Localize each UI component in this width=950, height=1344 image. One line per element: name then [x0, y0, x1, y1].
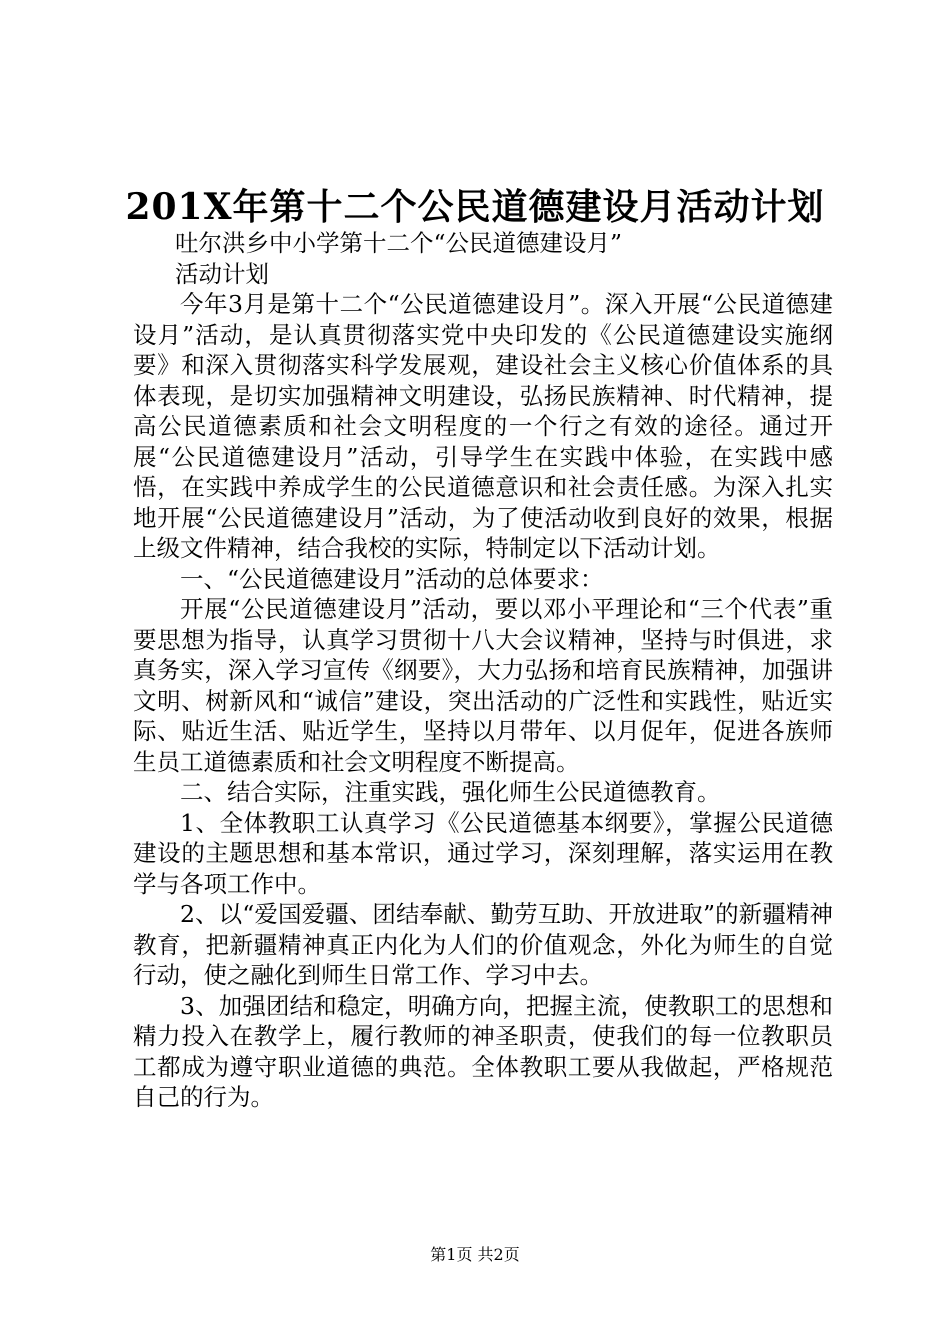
heading-section-1: 一、“公民道德建设月”活动的总体要求：	[180, 564, 604, 593]
subtitle-line-2: 活动计划	[175, 259, 269, 288]
document-body	[133, 228, 833, 1113]
paragraph-item-3: 3、加强团结和稳定，明确方向，把握主流，使教职工的思想和精力投入在教学上，履行教师的神圣职责，使我们的每一位教职员工都成为遵守职业道德的典范。全体教职工要从我做起，严格规范自己的行为。	[133, 991, 833, 1111]
paragraph-section-1: 开展“公民道德建设月”活动，要以邓小平理论和“三个代表”重要思想为指导，认真学习贯彻十八大会议精神，坚持与时俱进，求真务实，深入学习宣传《纲要》，大力弘扬和培育民族精神，加强讲文明、树新风和“诚信”建设，突出活动的广泛性和实践性，贴近实际、贴近生活、贴近学生，坚持以月带年、以月促年，促进各族师生员工道德素质和社会文明程度不断提高。	[133, 595, 833, 776]
subtitle-line-1: 吐尔洪乡中小学第十二个“公民道德建设月”	[175, 229, 623, 257]
heading-section-2: 二、结合实际，注重实践，强化师生公民道德教育。	[180, 778, 721, 806]
paragraph-item-1: 1、全体教职工认真学习《公民道德基本纲要》，掌握公民道德建设的主题思想和基本常识，通过学习，深刻理解，落实运用在教学与各项工作中。	[133, 808, 833, 898]
paragraph-intro: 今年3月是第十二个“公民道德建设月”。深入开展“公民道德建设月”活动，是认真贯彻落实党中央印发的《公民道德建设实施纲要》和深入贯彻落实科学发展观，建设社会主义核心价值体系的具体表现，是切实加强精神文明建设，弘扬民族精神、时代精神，提高公民道德素质和社会文明程度的一个行之有效的途径。通过开展“公民道德建设月”活动，引导学生在实践中体验，在实践中感悟，在实践中养成学生的公民道德意识和社会责任感。为深入扎实地开展“公民道德建设月”活动，为了使活动收到良好的效果，根据上级文件精神，结合我校的实际，特制定以下活动计划。	[133, 290, 833, 562]
document-title: 201X年第十二个公民道德建设月活动计划	[125, 186, 825, 228]
page-footer	[0, 1244, 950, 1266]
paragraph-item-2: 2、以“爱国爱疆、团结奉献、勤劳互助、开放进取”的新疆精神教育，把新疆精神真正内化为人们的价值观念，外化为师生的自觉行动，使之融化到师生日常工作、学习中去。	[133, 900, 833, 989]
page-number: 第1页 共2页	[430, 1245, 520, 1264]
